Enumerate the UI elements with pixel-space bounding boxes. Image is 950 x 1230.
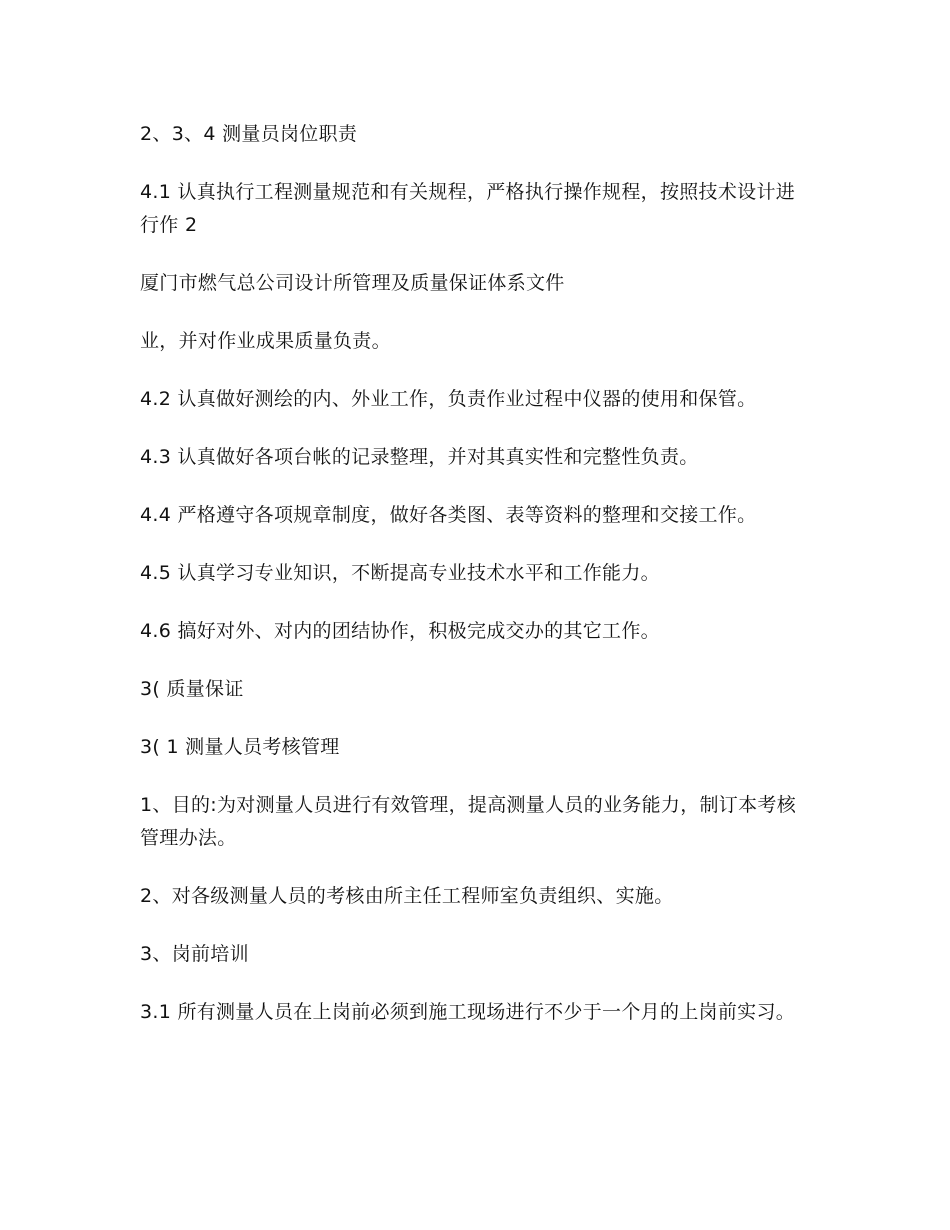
paragraph-4-4: 4.4 严格遵守各项规章制度，做好各类图、表等资料的整理和交接工作。: [140, 504, 757, 526]
paragraph-4-1-continued: 业，并对作业成果质量负责。: [140, 330, 391, 352]
paragraph-4-3: 4.3 认真做好各项台帐的记录整理，并对其真实性和完整性负责。: [140, 446, 699, 468]
section-heading-duties: 2、3、4 测量员岗位职责: [140, 123, 358, 145]
document-body: [140, 118, 800, 1054]
document-header-line: 厦门市燃气总公司设计所管理及质量保证体系文件: [140, 272, 565, 294]
section-heading-training: 3、岗前培训: [140, 943, 249, 965]
paragraph-responsibility: 2、对各级测量人员的考核由所主任工程师室负责组织、实施。: [140, 885, 674, 907]
paragraph-4-1: 4.1 认真执行工程测量规范和有关规程，严格执行操作规程，按照技术设计进 行作 2: [140, 181, 796, 236]
paragraph-purpose: 1、目的:为对测量人员进行有效管理，提高测量人员的业务能力，制订本考核管理办法。: [140, 794, 796, 849]
section-heading-quality: 3( 质量保证: [140, 678, 244, 700]
section-heading-assessment: 3( 1 测量人员考核管理: [140, 736, 340, 758]
paragraph-3-1: 3.1 所有测量人员在上岗前必须到施工现场进行不少于一个月的上岗前实习。: [140, 1001, 796, 1023]
paragraph-4-5: 4.5 认真学习专业知识，不断提高专业技术水平和工作能力。: [140, 562, 660, 584]
paragraph-4-6: 4.6 搞好对外、对内的团结协作，积极完成交办的其它工作。: [140, 620, 660, 642]
paragraph-4-2: 4.2 认真做好测绘的内、外业工作，负责作业过程中仪器的使用和保管。: [140, 388, 757, 410]
